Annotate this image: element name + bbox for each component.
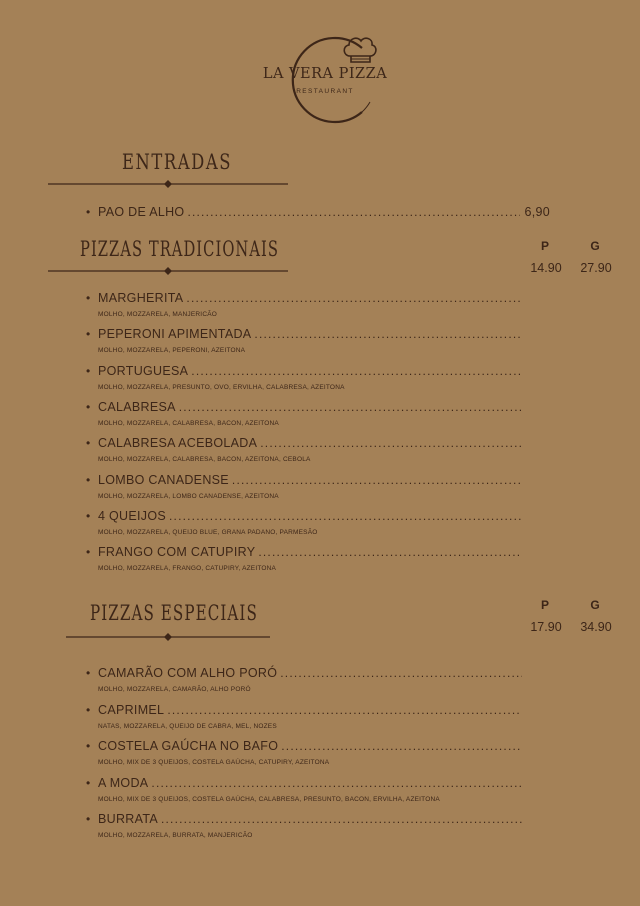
bullet-icon: •: [86, 812, 91, 826]
bullet-icon: •: [86, 508, 91, 523]
dot-leader: [260, 436, 522, 450]
dot-leader: [281, 739, 522, 753]
section-title-especiais: PIZZAS ESPECIAIS: [90, 601, 258, 625]
menu-item: [86, 509, 522, 523]
menu-item-description: MOLHO, MOZZARELA, CAMARÃO, ALHO PORÓ: [98, 686, 251, 693]
section-divider: [66, 631, 270, 643]
menu-item: [86, 400, 522, 414]
bullet-icon: •: [86, 291, 91, 305]
dot-leader: [186, 291, 522, 305]
price-g-value: 34.90: [580, 620, 612, 634]
size-p-label: P: [540, 598, 549, 612]
menu-item: [86, 436, 522, 450]
menu-item-price: 6,90: [524, 205, 550, 219]
logo-subtitle: RESTAURANT: [296, 88, 354, 95]
dot-leader: [151, 776, 522, 790]
bullet-icon: •: [86, 399, 91, 414]
menu-item-name: COSTELA GAÚCHA NO BAFO: [98, 739, 279, 753]
dot-leader: [187, 205, 520, 219]
menu-item-name: PORTUGUESA: [98, 363, 189, 378]
menu-item: [86, 205, 550, 219]
menu-item-description: MOLHO, MOZZARELA, CALABRESA, BACON, AZEITONA: [98, 419, 279, 427]
bullet-icon: •: [86, 472, 91, 487]
dot-leader: [258, 545, 522, 559]
chef-hat-icon: [340, 34, 380, 66]
dot-leader: [254, 327, 522, 341]
menu-item: [86, 364, 522, 378]
menu-item-name: FRANGO COM CATUPIRY: [98, 545, 256, 560]
menu-item-description: MOLHO, MOZZARELA, FRANGO, CATUPIRY, AZEITONA: [98, 565, 277, 573]
section-divider: [48, 265, 288, 277]
menu-item-name: CALABRESA ACEBOLADA: [98, 436, 258, 451]
price-g-value: 27.90: [580, 261, 612, 275]
size-g-label: G: [590, 239, 600, 253]
menu-item: [86, 812, 522, 826]
logo-brand-name: LA VERA PIZZA: [262, 66, 388, 82]
section-divider: [48, 178, 288, 190]
menu-item-description: NATAS, MOZZARELA, QUEIJO DE CABRA, MEL, NOZES: [98, 722, 277, 730]
menu-item-name: CAMARÃO COM ALHO PORÓ: [98, 666, 278, 680]
bullet-icon: •: [86, 205, 91, 219]
menu-item-name: PEPERONI APIMENTADA: [98, 327, 252, 342]
menu-item-description: MOLHO, MOZZARELA, MANJERICÃO: [98, 311, 218, 318]
menu-item: [86, 703, 522, 717]
dot-leader: [169, 509, 522, 523]
menu-item: [86, 739, 522, 753]
bullet-icon: •: [86, 363, 91, 378]
bullet-icon: •: [86, 739, 91, 753]
dot-leader: [280, 666, 522, 680]
menu-item-name: CAPRIMEL: [98, 702, 165, 717]
bullet-icon: •: [86, 666, 91, 680]
price-p-value: 14.90: [530, 261, 562, 275]
dot-leader: [179, 400, 522, 414]
menu-item-description: MOLHO, MOZZARELA, BURRATA, MANJERICÃO: [98, 832, 253, 839]
dot-leader: [232, 473, 522, 487]
menu-item: [86, 776, 522, 790]
section-title-tradicionais: PIZZAS TRADICIONAIS: [80, 237, 279, 261]
bullet-icon: •: [86, 545, 91, 560]
bullet-icon: •: [86, 775, 91, 790]
size-p-label: P: [540, 239, 549, 253]
menu-item: [86, 327, 522, 341]
bullet-icon: •: [86, 702, 91, 717]
menu-item-name: MARGHERITA: [98, 291, 184, 305]
menu-item-description: MOLHO, MOZZARELA, CALABRESA, BACON, AZEITONA, CEBOLA: [98, 456, 311, 464]
dot-leader: [167, 703, 522, 717]
restaurant-logo: [262, 30, 388, 130]
menu-item: [86, 473, 522, 487]
menu-item: [86, 291, 522, 305]
menu-item-description: MOLHO, MOZZARELA, PEPERONI, AZEITONA: [98, 347, 246, 355]
dot-leader: [191, 364, 522, 378]
menu-item-description: MOLHO, MIX DE 3 QUEIJOS, COSTELA GAÚCHA, CALABRESA, PRESUNTO, BACON, ERVILHA, AZEITONA: [98, 795, 440, 803]
dot-leader: [161, 812, 522, 826]
menu-item-name: LOMBO CANADENSE: [98, 472, 229, 487]
menu-item-description: MOLHO, MIX DE 3 QUEIJOS, COSTELA GAÚCHA, CATUPIRY, AZEITONA: [98, 759, 330, 766]
bullet-icon: •: [86, 436, 91, 451]
menu-item-description: MOLHO, MOZZARELA, PRESUNTO, OVO, ERVILHA, CALABRESA, AZEITONA: [98, 383, 345, 391]
size-g-label: G: [590, 598, 600, 612]
menu-item: [86, 666, 522, 680]
menu-item-name: 4 QUEIJOS: [98, 508, 166, 523]
menu-item-name: PAO DE ALHO: [98, 205, 185, 219]
menu-item-name: BURRATA: [98, 812, 158, 826]
menu-item: [86, 545, 522, 559]
bullet-icon: •: [86, 327, 91, 342]
section-title-entradas: ENTRADAS: [122, 150, 233, 174]
menu-item-name: A MODA: [98, 775, 149, 790]
menu-item-description: MOLHO, MOZZARELA, LOMBO CANADENSE, AZEITONA: [98, 492, 279, 500]
price-p-value: 17.90: [530, 620, 562, 634]
menu-item-description: MOLHO, MOZZARELA, QUEIJO BLUE, GRANA PADANO, PARMESÃO: [98, 528, 318, 536]
menu-item-name: CALABRESA: [98, 399, 176, 414]
